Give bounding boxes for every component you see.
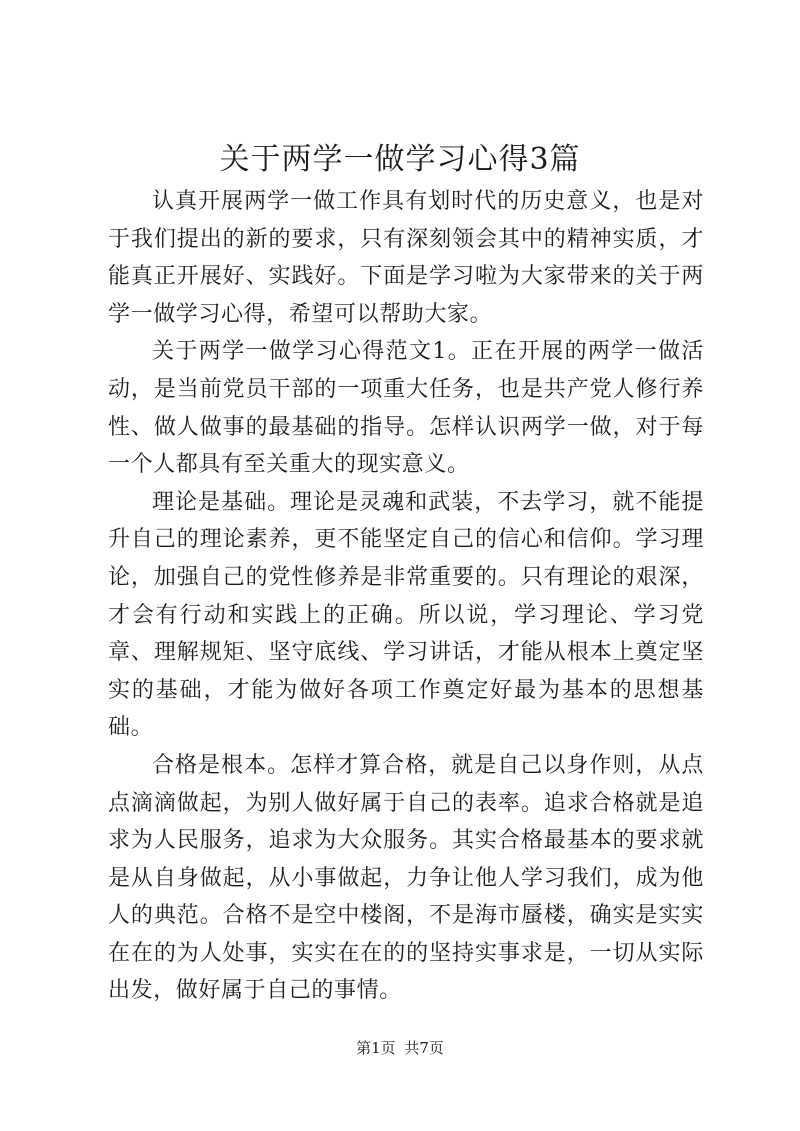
paragraph-qualified: 合格是根本。怎样才算合格，就是自己以身作则，从点点滴滴做起，为别人做好属于自己的表率。追求合格就是追求为人民服务，追求为大众服务。其实合格最基本的要求就是从自身做起，从小事做起，力争让他人学习我们，成为他人的典范。合格不是空中楼阁，不是海市蜃楼，确实是实实在在的为人处事，实实在在的的坚持实事求是，一切从实际出发，做好属于自己的事情。	[108, 752, 704, 1004]
page-total: 共7页	[404, 1039, 444, 1057]
paragraph-intro: 认真开展两学一做工作具有划时代的历史意义，也是对于我们提出的新的要求，只有深刻领会其中的精神实质，才能真正开展好、实践好。下面是学习啦为大家带来的关于两学一做学习心得，希望可以帮助大家。	[108, 189, 704, 327]
paragraph-sample-1: 关于两学一做学习心得范文1。正在开展的两学一做活动，是当前党员干部的一项重大任务，也是共产党人修行养性、做人做事的最基础的指导。怎样认识两学一做，对于每一个人都具有至关重大的现实意义。	[108, 339, 704, 478]
page-number: 第1页	[356, 1039, 396, 1057]
paragraph-theory: 理论是基础。理论是灵魂和武装，不去学习，就不能提升自己的理论素养，更不能坚定自己的信心和信仰。学习理论，加强自己的党性修养是非常重要的。只有理论的艰深，才会有行动和实践上的正确。所以说，学习理论、学习党章、理解规矩、坚守底线、学习讲话，才能从根本上奠定坚实的基础，才能为做好各项工作奠定好最为基本的思想基础。	[108, 489, 704, 741]
document-body	[108, 183, 704, 1010]
page-footer	[0, 1038, 800, 1058]
document-title: 关于两学一做学习心得3篇	[219, 142, 581, 177]
